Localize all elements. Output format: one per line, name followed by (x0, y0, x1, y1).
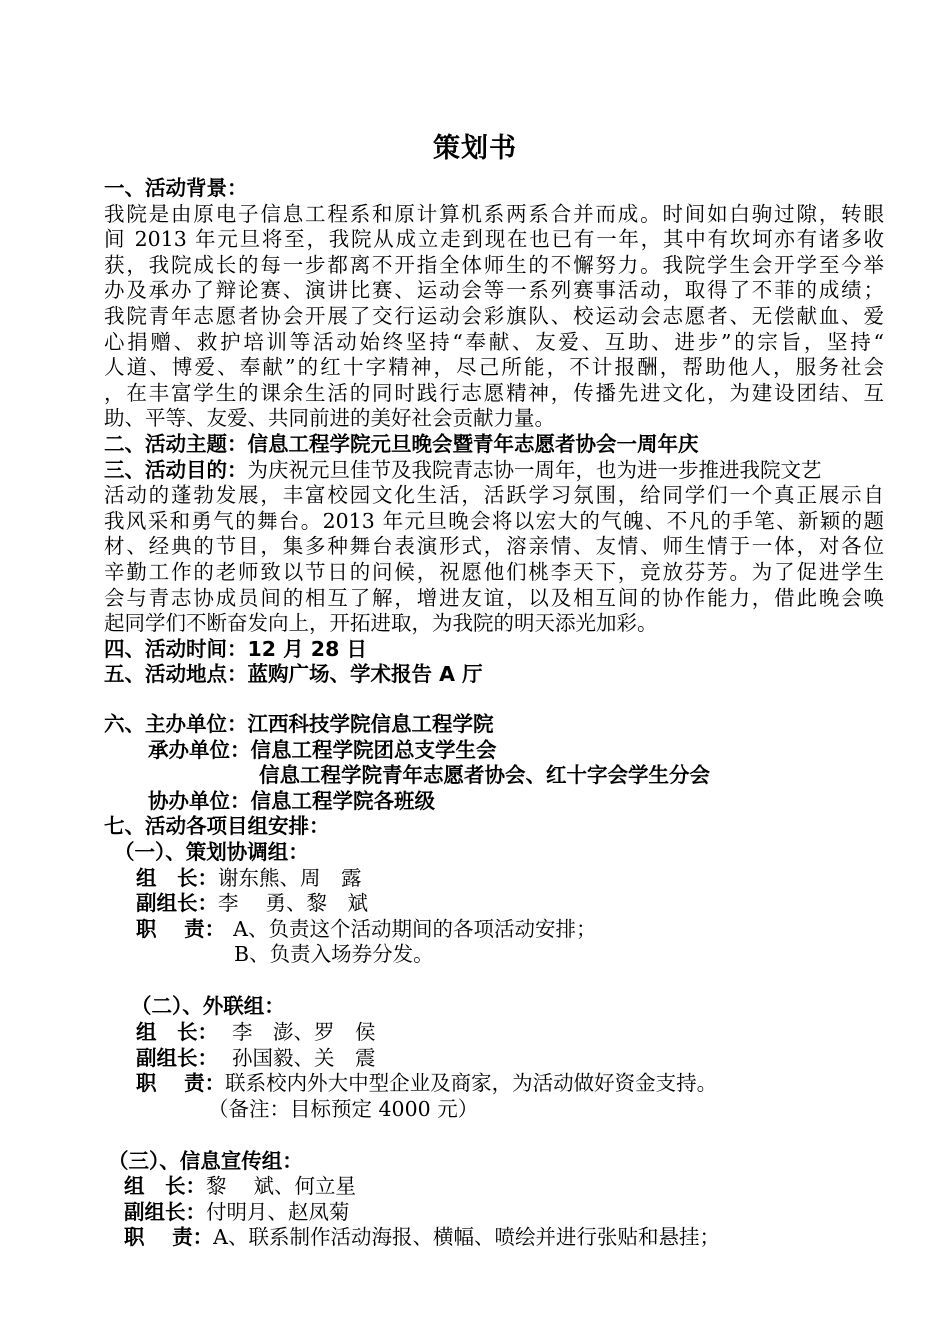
duty-value: 联系校内外大中型企业及商家，为活动做好资金支持。 (225, 1071, 718, 1095)
section-3-first-text: 为庆祝元旦佳节及我院青志协一周年，也为进一步推进我院文艺 (247, 458, 822, 482)
group-1-duty-2: B、负责入场券分发。 (234, 942, 434, 966)
group-3-deputy (124, 1199, 350, 1225)
page-title: 策划书 (433, 133, 517, 164)
section-6-organizer-2: 信息工程学院青年志愿者协会、红十字会学生分会 (259, 763, 710, 787)
deputy-value: 李 勇、黎 斌 (218, 891, 369, 915)
section-6-assist: 协办单位：信息工程学院各班级 (148, 789, 435, 813)
section-3-line: 材、经典的节目，集多种舞台表演形式，溶亲情、友情、师生情于一体，对各位 (104, 534, 884, 558)
group-3-name: （三）、信息宣传组： (108, 1149, 303, 1173)
group-1-duty (136, 916, 596, 942)
duty-value: A、联系制作活动海报、横幅、喷绘并进行张贴和悬挂； (213, 1225, 720, 1249)
leader-value: 李 澎、罗 侯 (232, 1020, 376, 1044)
deputy-value: 付明月、赵凤菊 (206, 1200, 350, 1224)
section-3-line: 辛勤工作的老师致以节日的问候，祝愿他们桃李天下，竞放芬芳。为了促进学生 (104, 560, 884, 584)
section-1-line: 助、平等、友爱、共同前进的美好社会贡献力量。 (104, 406, 555, 430)
section-3-line: 起同学们不断奋发向上，开拓进取，为我院的明天添光加彩。 (104, 611, 658, 635)
section-3-line: 我风采和勇气的舞台。2013 年元旦晚会将以宏大的气魄、不凡的手笔、新颖的题 (104, 509, 884, 533)
section-1-line: 获，我院成长的每一步都离不开指全体师生的不懈努力。我院学生会开学至今举 (104, 253, 884, 277)
group-1-deputy (136, 890, 368, 916)
deputy-label: 副组长： (136, 891, 218, 915)
group-2-duty (136, 1070, 717, 1096)
section-1-line: 我院是由原电子信息工程系和原计算机系两系合并而成。时间如白驹过隙，转眼 (104, 202, 884, 226)
group-2-leader (136, 1019, 376, 1045)
group-1-leader (136, 865, 362, 891)
section-1-line: 间 2013 年元旦将至，我院从成立走到现在也已有一年，其中有坎坷亦有诸多收 (104, 227, 884, 251)
section-1-line: 办及承办了辩论赛、演讲比赛、运动会等一系列赛事活动，取得了不菲的成绩； (104, 278, 884, 302)
deputy-value: 孙国毅、关 震 (232, 1046, 376, 1070)
leader-label: 组 长： (136, 866, 218, 890)
section-6-organizer: 承办单位：信息工程学院团总支学生会 (148, 738, 497, 762)
duty-value: A、负责这个活动期间的各项活动安排； (233, 917, 597, 941)
section-1-line: 心捐赠、救护培训等活动始终坚持“奉献、友爱、互助、进步”的宗旨，坚持“ (104, 330, 884, 354)
section-1-line: 我院青年志愿者协会开展了交行运动会彩旗队、校运动会志愿者、无偿献血、爱 (104, 304, 884, 328)
section-5-location: 五、活动地点：蓝购广场、学术报告 A 厅 (104, 662, 483, 686)
section-1-heading: 一、活动背景： (104, 176, 248, 200)
leader-value: 黎 斌、何立星 (206, 1174, 357, 1198)
section-3-line: 会与青志协成员间的相互了解，增进友谊，以及相互间的协作能力，借此晚会唤 (104, 586, 884, 610)
section-6-host: 六、主办单位：江西科技学院信息工程学院 (104, 712, 494, 736)
deputy-label: 副组长： (136, 1046, 218, 1070)
group-2-note: （备注：目标预定 4000 元） (208, 1097, 479, 1121)
section-1-line: 人道、博爱、奉献”的红十字精神，尽己所能，不计报酬，帮助他人，服务社会 (104, 355, 884, 379)
section-7-heading: 七、活动各项目组安排： (104, 814, 330, 838)
group-1-name: （一）、策划协调组： (114, 840, 309, 864)
group-2-deputy (136, 1045, 376, 1071)
section-3-line: 活动的蓬勃发展，丰富校园文化生活，活跃学习氛围，给同学们一个真正展示自 (104, 483, 884, 507)
duty-label: 职 责： (136, 917, 226, 941)
section-3-heading: 三、活动目的： (104, 458, 248, 482)
section-2-theme: 二、活动主题：信息工程学院元旦晚会暨青年志愿者协会一周年庆 (104, 432, 699, 456)
leader-label: 组 长： (136, 1020, 218, 1044)
group-3-duty (124, 1224, 720, 1250)
leader-label: 组 长： (124, 1174, 206, 1198)
duty-label: 职 责： (124, 1225, 214, 1249)
section-1-line: ，在丰富学生的课余生活的同时践行志愿精神，传播先进文化，为建设团结、互 (104, 381, 884, 405)
deputy-label: 副组长： (124, 1200, 206, 1224)
section-3-first-line (104, 457, 822, 483)
group-2-name: （二）、外联组： (131, 994, 285, 1018)
leader-value: 谢东熊、周 露 (218, 866, 362, 890)
section-4-time: 四、活动时间：12 月 28 日 (104, 637, 367, 661)
group-3-leader (124, 1173, 356, 1199)
duty-label: 职 责： (136, 1071, 226, 1095)
